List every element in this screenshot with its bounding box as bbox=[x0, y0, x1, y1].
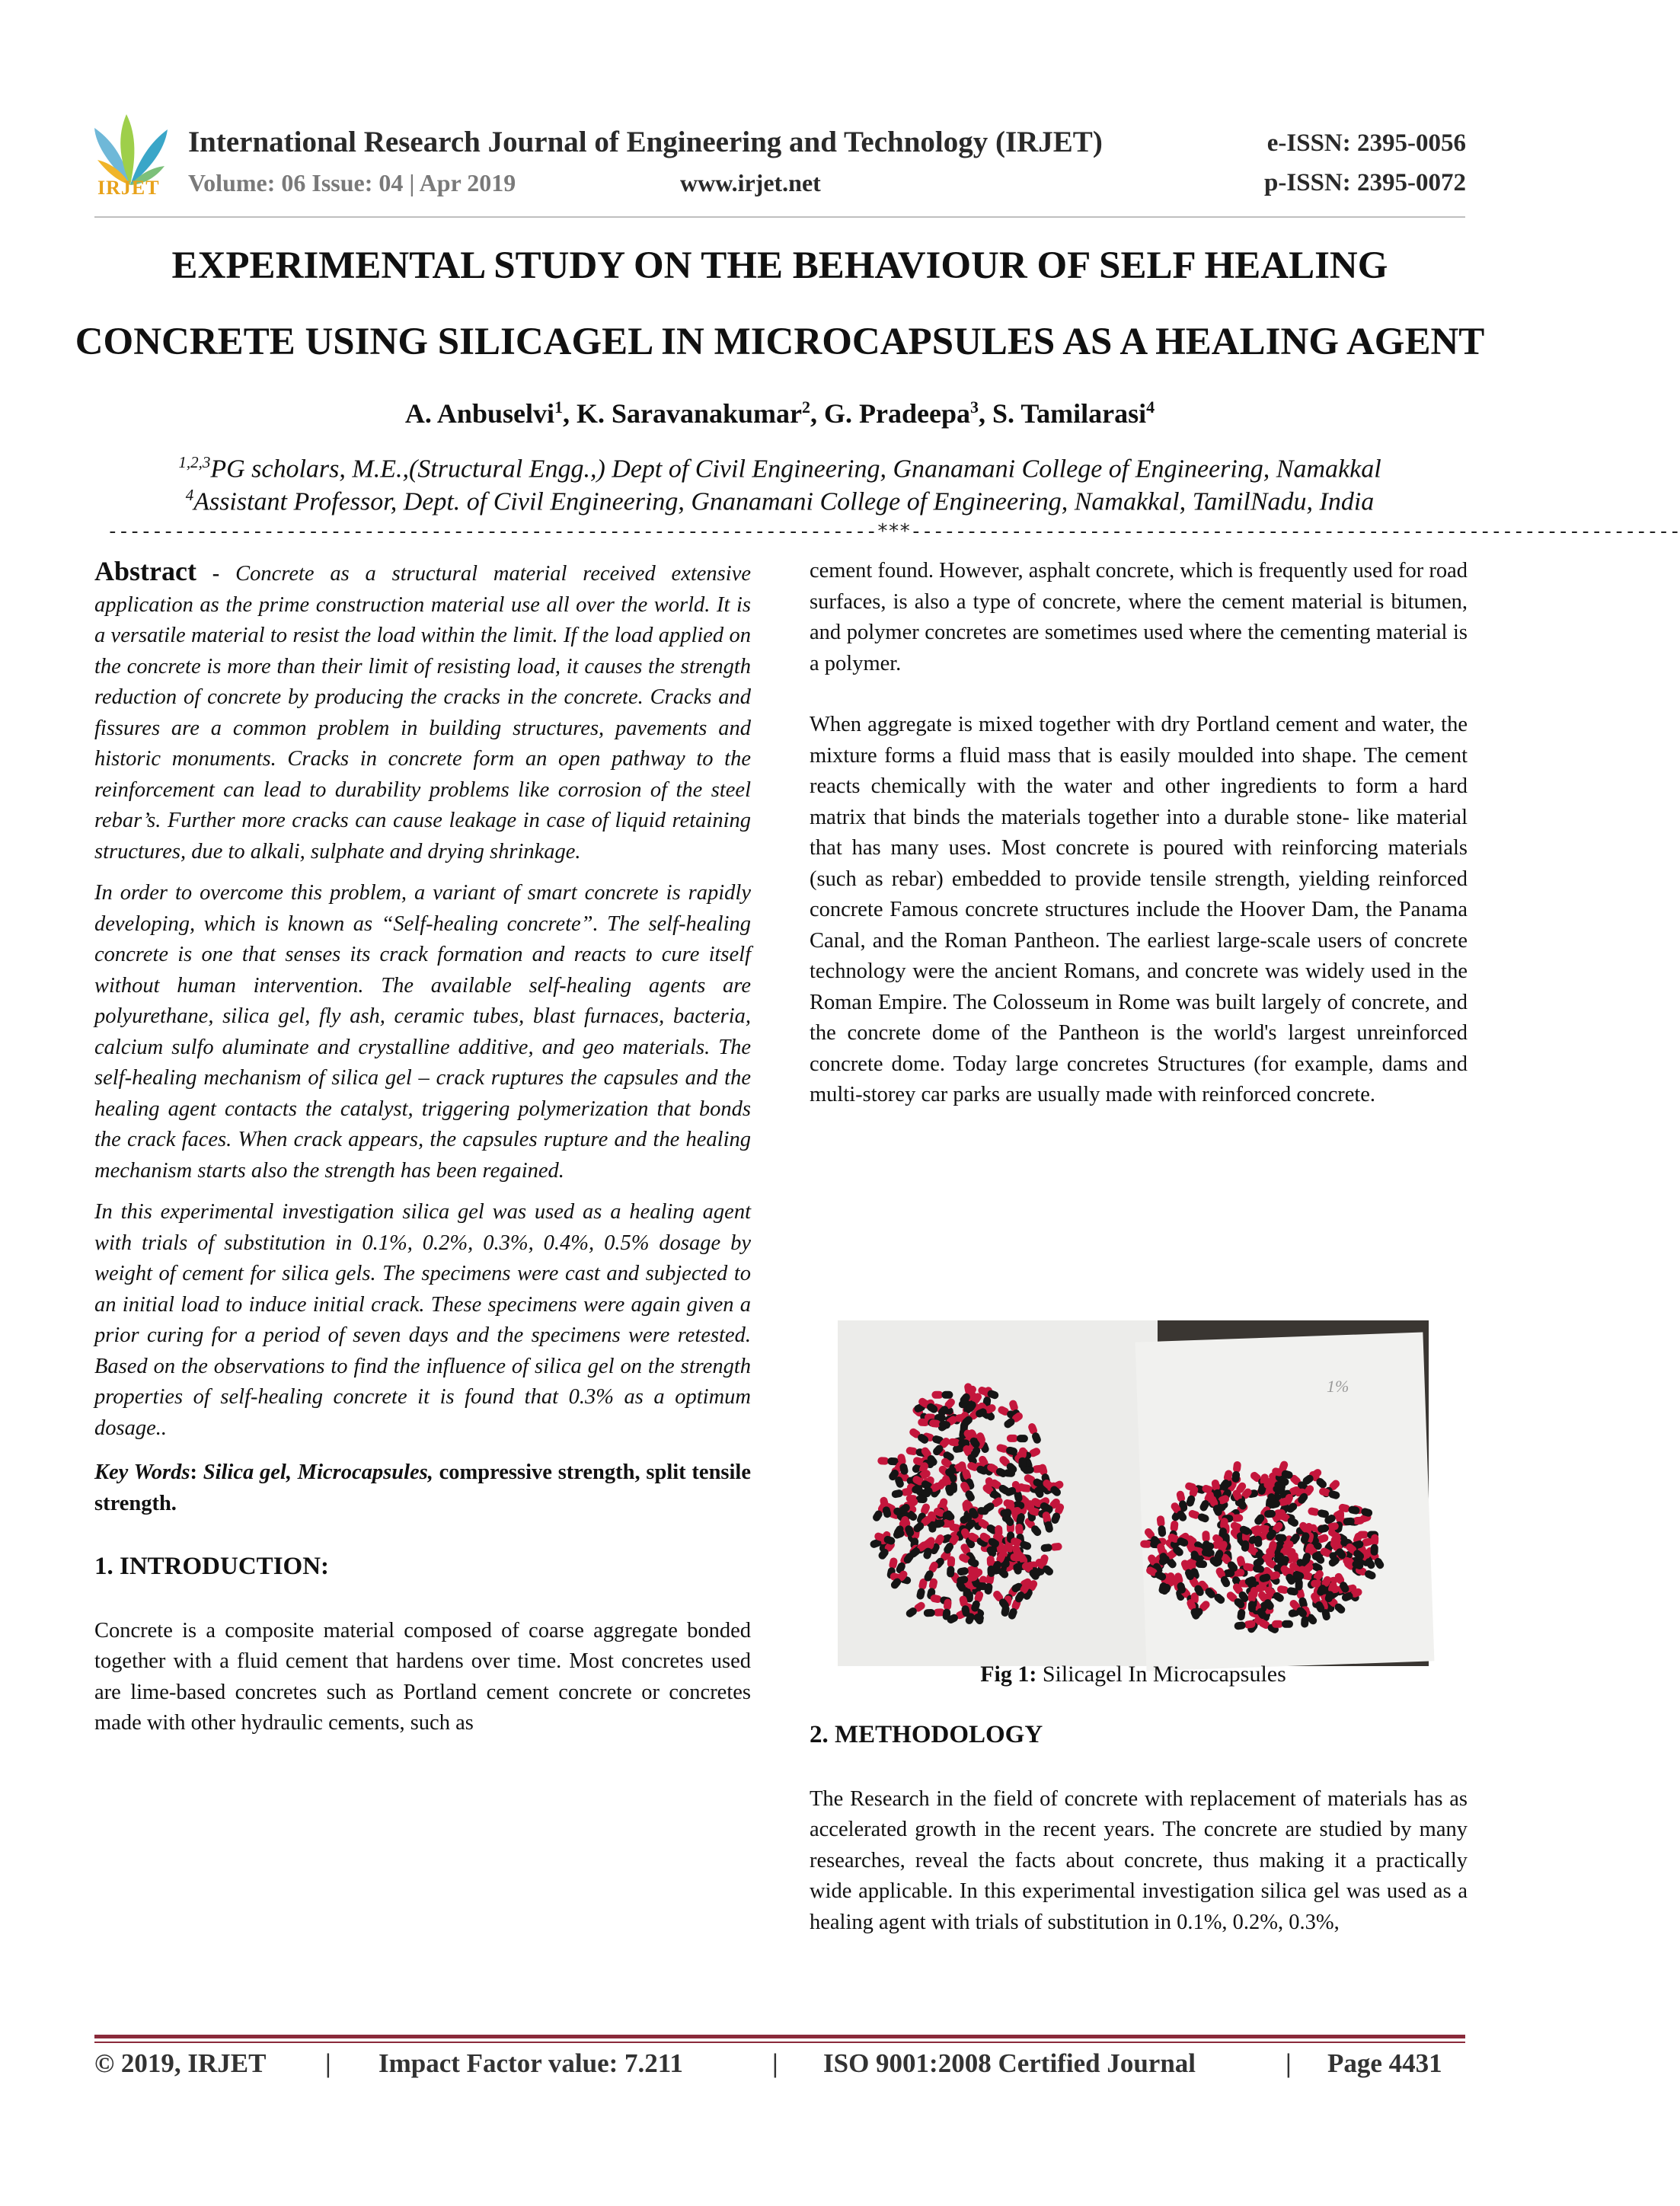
author-list: A. Anbuselvi$^1$, K. Saravanakumar$^2$, G. Pradeepa$^3$, S. Tamilarasi$^4$ bbox=[404, 397, 1155, 429]
paper-title-line-2: CONCRETE USING SILICAGEL IN MICROCAPSULES AS A HEALING AGENT bbox=[75, 321, 1485, 363]
affiliation-1 bbox=[0, 453, 1560, 484]
capsule bbox=[905, 1601, 927, 1619]
footer-divider: | bbox=[772, 2048, 778, 2078]
keywords-italic: Silica gel, Microcapsules, bbox=[203, 1461, 433, 1484]
paper-title-line-1: EXPERIMENTAL STUDY ON THE BEHAVIOUR OF SELF HEALING bbox=[171, 244, 1388, 287]
author-name: K. Saravanakumar bbox=[576, 398, 803, 429]
right-column bbox=[810, 556, 1468, 1111]
figure-caption bbox=[838, 1662, 1429, 1687]
abstract-heading: Abstract bbox=[94, 556, 196, 586]
capsule bbox=[1027, 1422, 1043, 1445]
capsule bbox=[947, 1556, 955, 1577]
microcapsule-pile bbox=[838, 1320, 1429, 1666]
affiliation-sup: 1,2,3 bbox=[178, 453, 211, 471]
capsule bbox=[1156, 1515, 1166, 1537]
methodology-paragraph-1: The Research in the field of concrete with replacement of materials has as accelerated growth in the recent years. The concrete are studied by many researches, reveal the facts about concrete, thus making it a practically wide applicable. In this experimental investigation silica gel was used as a healing agent with trials of substitution in 0.1%, 0.2%, 0.3%, bbox=[810, 1786, 1468, 1934]
capsule bbox=[931, 1391, 953, 1399]
footer-rule-thin bbox=[94, 2042, 1465, 2043]
author-name: G. Pradeepa bbox=[824, 398, 971, 429]
capsule bbox=[1040, 1543, 1062, 1553]
author-sup: 3 bbox=[970, 397, 979, 417]
keywords-label: Key Words bbox=[94, 1461, 190, 1484]
capsule bbox=[1307, 1507, 1329, 1519]
capsule bbox=[915, 1578, 928, 1601]
figure-photo bbox=[838, 1320, 1429, 1666]
introduction-paragraph-1-continued: cement found. However, asphalt concrete, which is frequently used for road surfaces, is also a type of concrete, where the cement material is bitumen, and polymer concretes are sometimes used where the cementing material is a polymer. bbox=[810, 559, 1468, 675]
photo-note: 1% bbox=[1327, 1377, 1349, 1396]
abstract-paragraph-3: In this experimental investigation silica gel was used as a healing agent with trials of substitution in 0.1%, 0.2%, 0.3%, 0.4%, 0.5% dosage by weight of cement for silica gels. The specimens were cast and subjected to an initial load to induce initial crack. These specimens were again given a prior curing for a period of seven days and the specimens were retested. Based on the observations to find the influence of silica gel on the strength properties of self-healing concrete it is found that 0.3% as a optimum dosage.. bbox=[94, 1200, 751, 1440]
header-divider bbox=[94, 216, 1465, 218]
keywords: Key Words: Silica gel, Microcapsules, compressive strength, split tensile strength. bbox=[94, 1461, 752, 1515]
journal-website: www.irjet.net bbox=[680, 169, 821, 196]
introduction-paragraph-2: When aggregate is mixed together with dry Portland cement and water, the mixture forms a fluid mass that is easily moulded into shape. The cement reacts chemically with the water and other ingredients to form a hard matrix that binds the materials together into a durable stone- like material that has many uses. Most concrete is poured with reinforcing materials (such as rebar) embedded to provide tensile strength, yielding reinforced concrete Famous concrete structures include the Hoover Dam, the Panama Canal, and the Roman Pantheon. The earliest large-scale users of concrete technology were the ancient Romans, and concrete was widely used in the Roman Empire. The Colosseum in Rome was built largely of concrete, and the concrete dome of the Pantheon is the world's largest unreinforced concrete dome. Today large concretes Structures (for example, dams and multi-storey car parks are usually made with reinforced concrete. bbox=[810, 713, 1468, 1106]
affiliation-sup: 4 bbox=[185, 486, 194, 504]
abstract-paragraph-2: In order to overcome this problem, a variant of smart concrete is rapidly developing, which is known as “Self-healing concrete”. The self-healing concrete is one that senses its crack formation and reacts to cure itself without human intervention. The available self-healing agents are polyurethane, silica gel, fly ash, ceramic tubes, blast furnaces, bacteria, calcium sulfo aluminate and crystalline additive, and geo materials. The self-healing mechanism of silica gel – crack ruptures the capsules and the healing agent contacts the catalyst, triggering polymerization that bonds the crack faces. When crack appears, the capsules rupture and the healing mechanism starts also the strength has been regained. bbox=[94, 881, 751, 1183]
keywords-rest: compressive strength, split tensile strength. bbox=[94, 1461, 752, 1515]
volume-issue: Volume: 06 Issue: 04 | Apr 2019 bbox=[188, 169, 516, 196]
capsule bbox=[995, 1443, 1018, 1456]
capsule bbox=[924, 1608, 945, 1617]
abstract-paragraph-1 bbox=[94, 556, 751, 867]
left-column bbox=[94, 556, 751, 1739]
abstract-text: Concrete as a structural material received extensive application as the prime construction material use all over the world. It is a versatile material to resist the load within the limit. If the load applied on the concrete is more than their limit of resisting load, it causes the strength reduction of concrete by producing the cracks in the concrete. Cracks and fissures are a common problem in building structures, pavements and historic monuments. Cracks in concrete form an open pathway to the reinforcement can lead to durability problems like corrosion of the steel rebar’s. Further more cracks can cause leakage in case of liquid retaining structures, due to alkali, sulphate and drying shrinkage. bbox=[94, 562, 751, 864]
section-separator: ---------------------------------------------------------------------***--------------------------------------------------------------------- bbox=[107, 520, 1680, 543]
footer-page-number: Page 4431 bbox=[1327, 2048, 1442, 2078]
introduction-heading: 1. INTRODUCTION: bbox=[94, 1553, 330, 1580]
author-name: A. Anbuselvi bbox=[404, 398, 554, 429]
p-issn: p-ISSN: 2395-0072 bbox=[1264, 169, 1466, 196]
footer-copyright: © 2019, IRJET bbox=[94, 2048, 267, 2078]
capsule bbox=[1007, 1435, 1028, 1442]
author-sup: 1 bbox=[554, 397, 563, 417]
author-name: S. Tamilarasi bbox=[992, 398, 1147, 429]
capsule bbox=[1272, 1620, 1293, 1628]
author-sup: 2 bbox=[802, 397, 811, 417]
figure-label: Fig 1: bbox=[980, 1662, 1037, 1687]
capsule bbox=[1187, 1509, 1210, 1524]
capsule bbox=[1370, 1534, 1378, 1556]
journal-title: International Research Journal of Engineering and Technology (IRJET) bbox=[188, 126, 1103, 158]
footer-rule-thick bbox=[94, 2035, 1465, 2038]
footer-divider: | bbox=[325, 2048, 331, 2078]
affiliation-2 bbox=[0, 486, 1560, 516]
figure-caption-text: Silicagel In Microcapsules bbox=[1036, 1662, 1286, 1687]
methodology-heading: 2. METHODOLOGY bbox=[810, 1721, 1043, 1748]
logo-text: IRJET bbox=[97, 177, 160, 199]
capsule bbox=[1202, 1531, 1210, 1552]
footer-divider: | bbox=[1286, 2048, 1292, 2078]
e-issn: e-ISSN: 2395-0056 bbox=[1266, 129, 1466, 157]
capsule bbox=[877, 1457, 899, 1465]
author-sup: 4 bbox=[1146, 397, 1155, 417]
abstract-dash: - bbox=[196, 562, 236, 586]
affiliation-text: Assistant Professor, Dept. of Civil Engineering, Gnanamani College of Engineering, Namakkal, TamilNadu, India bbox=[193, 487, 1375, 516]
capsule bbox=[923, 1560, 940, 1582]
affiliation-text: PG scholars, M.E.,(Structural Engg.,) Dept of Civil Engineering, Gnanamani College of Engineering, Namakkal bbox=[210, 455, 1381, 484]
introduction-paragraph-1: Concrete is a composite material composed of coarse aggregate bonded together with a fluid cement that hardens over time. Most concretes used are lime-based concretes such as Portland cement concrete or concretes made with other hydraulic cements, such as bbox=[94, 1618, 751, 1735]
footer-iso: ISO 9001:2008 Certified Journal bbox=[823, 2048, 1196, 2078]
footer-impact-factor: Impact Factor value: 7.211 bbox=[378, 2048, 683, 2078]
methodology-section bbox=[810, 1719, 1468, 1938]
